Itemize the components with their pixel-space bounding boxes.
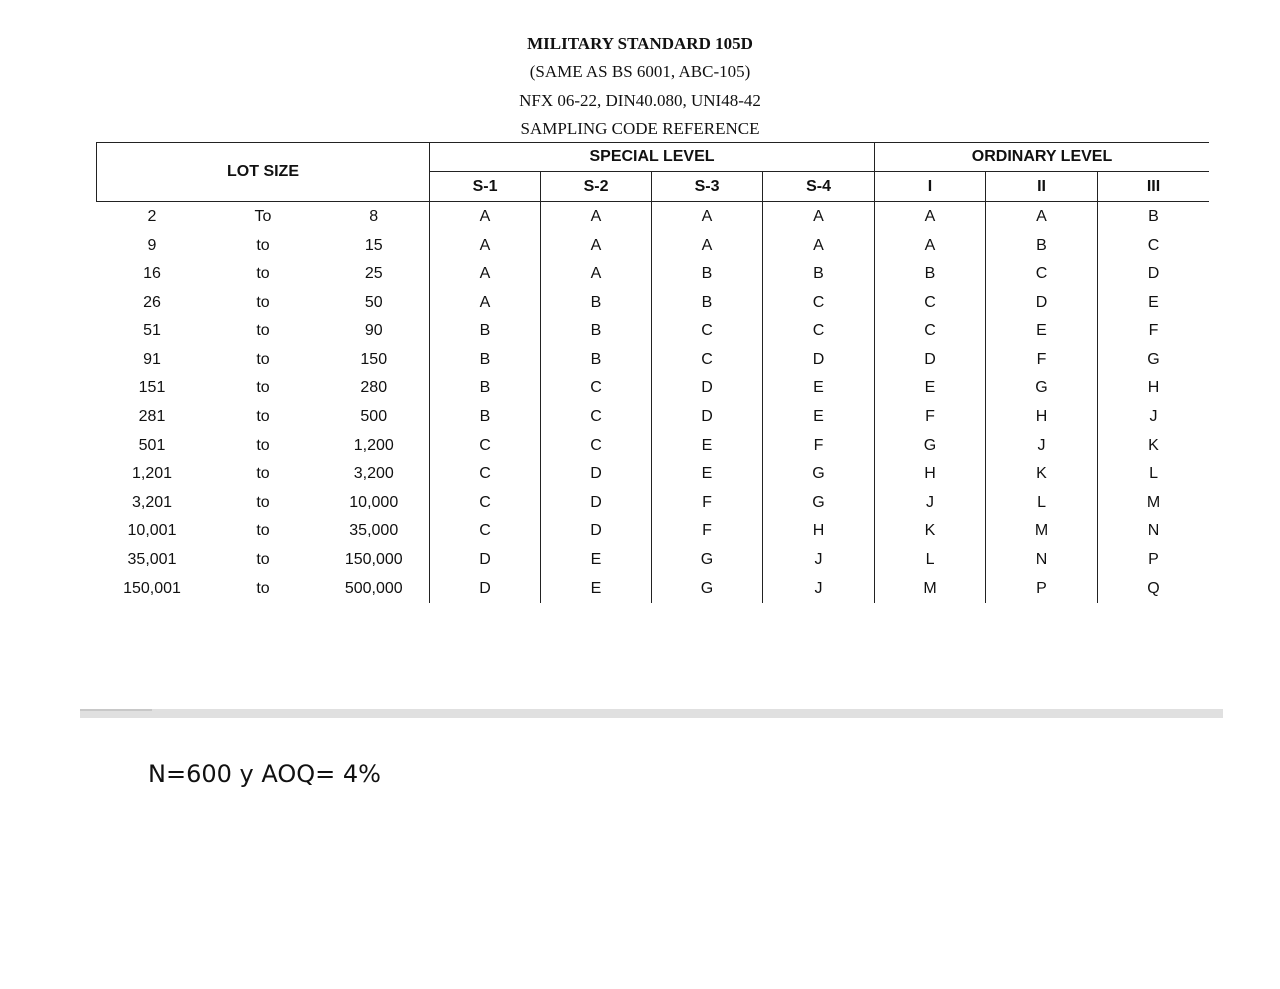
cell-ii: B [986, 231, 1098, 259]
cell-ii: G [986, 374, 1098, 403]
table-body [97, 202, 1210, 603]
cell-upto: 35,000 [349, 522, 399, 540]
cell-from: 501 [138, 436, 166, 454]
cell-s2: A [541, 260, 652, 288]
cell-to: to [256, 579, 270, 597]
cell-from: 16 [143, 264, 161, 282]
table-row [97, 460, 1210, 489]
cell-s3: B [652, 288, 763, 317]
cell-to: to [256, 293, 270, 311]
cell-from: 2 [147, 208, 157, 226]
cell-s3: C [652, 346, 763, 374]
sampling-code-table-container [96, 142, 1209, 709]
cell-s1: A [430, 288, 541, 317]
cell-s3: A [652, 202, 763, 232]
cell-to: to [256, 522, 270, 540]
cell-iii: F [1098, 317, 1209, 345]
cell-i: L [875, 546, 986, 575]
cell-iii: D [1098, 260, 1209, 288]
table-row [97, 517, 1210, 545]
cell-s2: B [541, 346, 652, 374]
cell-ii: C [986, 260, 1098, 288]
cell-ii: K [986, 460, 1098, 489]
cell-i: C [875, 288, 986, 317]
cell-s4: H [763, 517, 875, 545]
table-row [97, 202, 1210, 232]
cell-ii: H [986, 403, 1098, 431]
note-text: N=600 y AOQ= 4% [148, 760, 381, 788]
cell-s2: B [541, 317, 652, 345]
table-row [97, 403, 1210, 431]
cell-s4: D [763, 346, 875, 374]
cell-s4: A [763, 202, 875, 232]
special-level-header: SPECIAL LEVEL [430, 143, 875, 172]
cell-s1: A [430, 202, 541, 232]
table-row [97, 489, 1210, 517]
cell-ii: L [986, 489, 1098, 517]
cell-iii: L [1098, 460, 1209, 489]
cell-s4: C [763, 317, 875, 345]
cell-from: 10,001 [127, 522, 177, 540]
cell-upto: 10,000 [349, 493, 399, 511]
cell-iii: E [1098, 288, 1209, 317]
cell-s3: B [652, 260, 763, 288]
col-header-s3: S-3 [652, 172, 763, 202]
cell-iii: J [1098, 403, 1209, 431]
cell-ii: D [986, 288, 1098, 317]
col-header-iii: III [1098, 172, 1209, 202]
cell-to: to [256, 350, 270, 368]
cell-s1: C [430, 431, 541, 459]
cell-upto: 15 [364, 236, 383, 254]
cell-from: 3,201 [131, 493, 173, 511]
cell-i: A [875, 202, 986, 232]
cell-s3: D [652, 374, 763, 403]
cell-s3: C [652, 317, 763, 345]
cell-s1: C [430, 489, 541, 517]
cell-s4: F [763, 431, 875, 459]
cell-s3: F [652, 489, 763, 517]
cell-s1: D [430, 546, 541, 575]
document-title-block [0, 30, 1280, 143]
table-row [97, 374, 1210, 403]
cell-to: to [256, 436, 270, 454]
cell-s4: J [763, 546, 875, 575]
cell-upto: 280 [360, 379, 388, 397]
cell-s4: E [763, 374, 875, 403]
cell-s2: D [541, 517, 652, 545]
cell-i: G [875, 431, 986, 459]
cell-s4: G [763, 489, 875, 517]
cell-iii: N [1098, 517, 1209, 545]
cell-ii: J [986, 431, 1098, 459]
cell-s1: C [430, 460, 541, 489]
table-row [97, 431, 1210, 459]
cell-i: C [875, 317, 986, 345]
cell-upto: 150 [360, 350, 388, 368]
cell-upto: 25 [364, 264, 383, 282]
cell-s3: E [652, 431, 763, 459]
cell-upto: 1,200 [353, 436, 394, 454]
col-header-s1: S-1 [430, 172, 541, 202]
cell-upto: 500,000 [344, 579, 403, 597]
table-row [97, 231, 1210, 259]
cell-from: 51 [143, 322, 161, 340]
cell-from: 150,001 [123, 579, 181, 597]
cell-s2: D [541, 460, 652, 489]
cell-from: 281 [138, 408, 166, 426]
cell-s1: A [430, 231, 541, 259]
cell-upto: 3,200 [353, 465, 394, 483]
cell-s2: C [541, 431, 652, 459]
lot-size-header: LOT SIZE [97, 143, 430, 202]
table-row [97, 288, 1210, 317]
table-row [97, 260, 1210, 288]
cell-to: to [256, 379, 270, 397]
cell-to: to [256, 551, 270, 569]
cell-to: to [256, 465, 270, 483]
cell-i: H [875, 460, 986, 489]
cell-from: 151 [138, 379, 166, 397]
cell-s2: D [541, 489, 652, 517]
title-line-1: MILITARY STANDARD 105D [527, 34, 753, 53]
cell-i: K [875, 517, 986, 545]
cell-s1: A [430, 260, 541, 288]
cell-iii: C [1098, 231, 1209, 259]
cell-from: 35,001 [127, 551, 177, 569]
cell-s2: C [541, 403, 652, 431]
cell-upto: 50 [364, 293, 383, 311]
cell-s1: B [430, 317, 541, 345]
cell-upto: 90 [364, 322, 383, 340]
cell-s1: C [430, 517, 541, 545]
cell-s3: E [652, 460, 763, 489]
cell-s4: G [763, 460, 875, 489]
col-header-ii: II [986, 172, 1098, 202]
cell-ii: E [986, 317, 1098, 345]
cell-s4: A [763, 231, 875, 259]
cell-s1: B [430, 403, 541, 431]
cell-s3: F [652, 517, 763, 545]
cell-to: to [256, 322, 270, 340]
col-header-s2: S-2 [541, 172, 652, 202]
cell-ii: M [986, 517, 1098, 545]
cell-s4: E [763, 403, 875, 431]
cell-from: 9 [147, 236, 157, 254]
cell-ii: P [986, 575, 1098, 603]
cell-iii: H [1098, 374, 1209, 403]
cell-s1: D [430, 575, 541, 603]
sampling-code-table [96, 142, 1209, 603]
divider-notch [80, 709, 152, 711]
table-row [97, 575, 1210, 603]
cell-s3: G [652, 546, 763, 575]
cell-iii: K [1098, 431, 1209, 459]
cell-iii: G [1098, 346, 1209, 374]
table-row [97, 546, 1210, 575]
cell-upto: 500 [360, 408, 388, 426]
cell-i: D [875, 346, 986, 374]
cell-i: J [875, 489, 986, 517]
cell-ii: F [986, 346, 1098, 374]
cell-i: F [875, 403, 986, 431]
cell-s2: E [541, 546, 652, 575]
title-line-3: NFX 06-22, DIN40.080, UNI48-42 [519, 90, 761, 110]
cell-upto: 150,000 [344, 551, 403, 569]
cell-to: to [256, 408, 270, 426]
col-header-s4: S-4 [763, 172, 875, 202]
cell-s1: B [430, 346, 541, 374]
cell-s3: A [652, 231, 763, 259]
cell-i: B [875, 260, 986, 288]
cell-iii: P [1098, 546, 1209, 575]
ordinary-level-header: ORDINARY LEVEL [875, 143, 1209, 172]
cell-iii: Q [1098, 575, 1209, 603]
cell-s2: B [541, 288, 652, 317]
cell-s2: A [541, 202, 652, 232]
cell-s1: B [430, 374, 541, 403]
col-header-i: I [875, 172, 986, 202]
cell-s4: B [763, 260, 875, 288]
cell-s2: C [541, 374, 652, 403]
cell-i: E [875, 374, 986, 403]
cell-to: To [254, 208, 272, 226]
title-line-2: (SAME AS BS 6001, ABC-105) [529, 62, 751, 82]
cell-to: to [256, 493, 270, 511]
cell-s3: D [652, 403, 763, 431]
cell-iii: B [1098, 202, 1209, 232]
cell-s3: G [652, 575, 763, 603]
cell-s2: E [541, 575, 652, 603]
cell-to: to [256, 236, 270, 254]
cell-to: to [256, 264, 270, 282]
cell-from: 26 [143, 293, 161, 311]
cell-from: 1,201 [131, 465, 173, 483]
cell-upto: 8 [369, 208, 379, 226]
table-row [97, 317, 1210, 345]
table-row [97, 346, 1210, 374]
table-header [97, 143, 1210, 202]
cell-from: 91 [143, 350, 161, 368]
cell-ii: A [986, 202, 1098, 232]
cell-i: A [875, 231, 986, 259]
title-line-4: SAMPLING CODE REFERENCE [520, 118, 760, 138]
cell-iii: M [1098, 489, 1209, 517]
cell-s4: J [763, 575, 875, 603]
cell-s4: C [763, 288, 875, 317]
cell-s2: A [541, 231, 652, 259]
cell-ii: N [986, 546, 1098, 575]
page-divider [80, 709, 1223, 718]
cell-i: M [875, 575, 986, 603]
